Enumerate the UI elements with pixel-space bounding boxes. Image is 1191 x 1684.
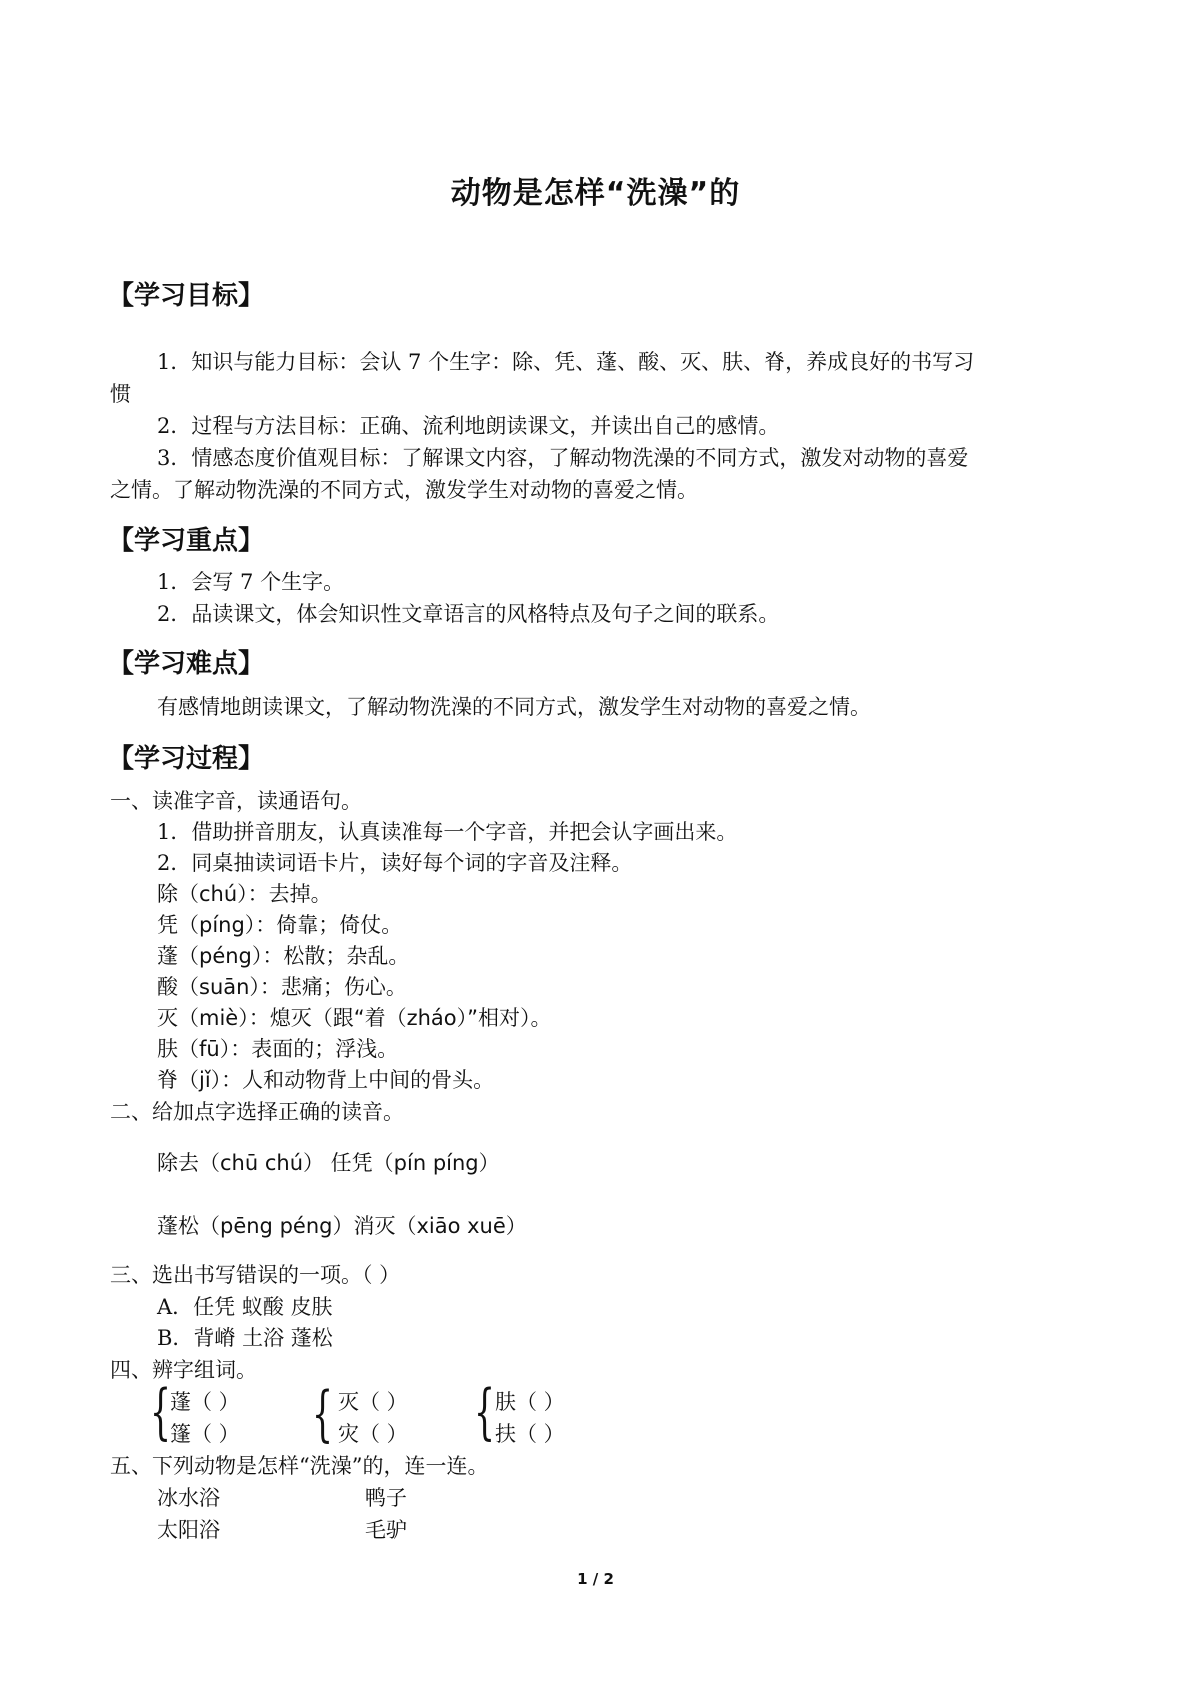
section-2-title: 二、给加点字选择正确的读音。 <box>110 1100 404 1124</box>
section-5-title: 五、下列动物是怎样“洗澡”的，连一连。 <box>110 1454 489 1478</box>
goal-item-1: 1．知识与能力目标：会认 7 个生字：除、凭、蓬、酸、灭、肤、脊，养成良好的书写习 <box>157 350 975 374</box>
section-1-item-2: 2．同桌抽读词语卡片，读好每个词的字音及注释。 <box>157 851 633 875</box>
section-2-line-1: 除去（chū chú） 任凭（pín píng） <box>157 1151 500 1175</box>
difficulties-heading: 【学习难点】 <box>108 649 265 679</box>
page-title: 动物是怎样“洗澡”的 <box>450 176 741 211</box>
match-left-2: 太阳浴 <box>157 1518 220 1542</box>
word-entry: 酸（suān）：悲痛；伤心。 <box>157 975 407 999</box>
key-points-heading: 【学习重点】 <box>108 526 265 556</box>
word-entry: 灭（miè）：熄灭（跟“着（zháo）”相对）。 <box>157 1006 552 1030</box>
brace-group-2: { <box>312 1379 334 1449</box>
match-right-1: 鸭子 <box>365 1486 407 1510</box>
word-entry: 脊（jǐ）：人和动物背上中间的骨头。 <box>157 1068 495 1092</box>
word-group-3-a: 肤（ ） <box>495 1390 565 1414</box>
goal-item-3-cont: 之情。了解动物洗澡的不同方式，激发学生对动物的喜爱之情。 <box>110 478 698 502</box>
word-group-1-b: 篷（ ） <box>170 1422 240 1446</box>
section-1-title: 一、读准字音，读通语句。 <box>110 789 362 813</box>
word-entry: 除（chú）：去掉。 <box>157 882 332 906</box>
section-3-title: 三、选出书写错误的一项。（ ） <box>110 1263 401 1287</box>
difficulty-1: 有感情地朗读课文，了解动物洗澡的不同方式，激发学生对动物的喜爱之情。 <box>157 695 871 719</box>
section-3-option-a: A．任凭 蚁酸 皮肤 <box>157 1295 333 1319</box>
match-left-1: 冰水浴 <box>157 1486 220 1510</box>
goal-item-1-cont: 惯 <box>110 382 131 406</box>
brace-group-1: { <box>150 1377 172 1447</box>
word-group-1-a: 蓬（ ） <box>170 1390 240 1414</box>
goals-heading: 【学习目标】 <box>108 281 265 311</box>
brace-group-3: { <box>474 1377 496 1447</box>
goal-item-3: 3．情感态度价值观目标：了解课文内容，了解动物洗澡的不同方式，激发对动物的喜爱 <box>157 446 969 470</box>
word-entry: 凭（píng）：倚靠；倚仗。 <box>157 913 403 937</box>
word-entry: 肤（fū）：表面的；浮浅。 <box>157 1037 399 1061</box>
key-point-1: 1．会写 7 个生字。 <box>157 570 345 594</box>
process-heading: 【学习过程】 <box>108 744 265 774</box>
match-right-2: 毛驴 <box>365 1518 407 1542</box>
section-4-title: 四、辨字组词。 <box>110 1358 257 1382</box>
word-entry: 蓬（péng）：松散；杂乱。 <box>157 944 410 968</box>
word-group-2-a: 灭（ ） <box>338 1390 408 1414</box>
page-number: 1 / 2 <box>577 1570 614 1588</box>
word-group-2-b: 灾（ ） <box>338 1422 408 1446</box>
key-point-2: 2．品读课文，体会知识性文章语言的风格特点及句子之间的联系。 <box>157 602 780 626</box>
goal-item-2: 2．过程与方法目标：正确、流利地朗读课文，并读出自己的感情。 <box>157 414 780 438</box>
section-1-item-1: 1．借助拼音朋友，认真读准每一个字音，并把会认字画出来。 <box>157 820 738 844</box>
section-3-option-b: B．背嵴 土浴 蓬松 <box>157 1326 333 1350</box>
word-group-3-b: 扶（ ） <box>495 1422 565 1446</box>
section-2-line-2: 蓬松（pēng péng）消灭（xiāo xuē） <box>157 1214 527 1238</box>
